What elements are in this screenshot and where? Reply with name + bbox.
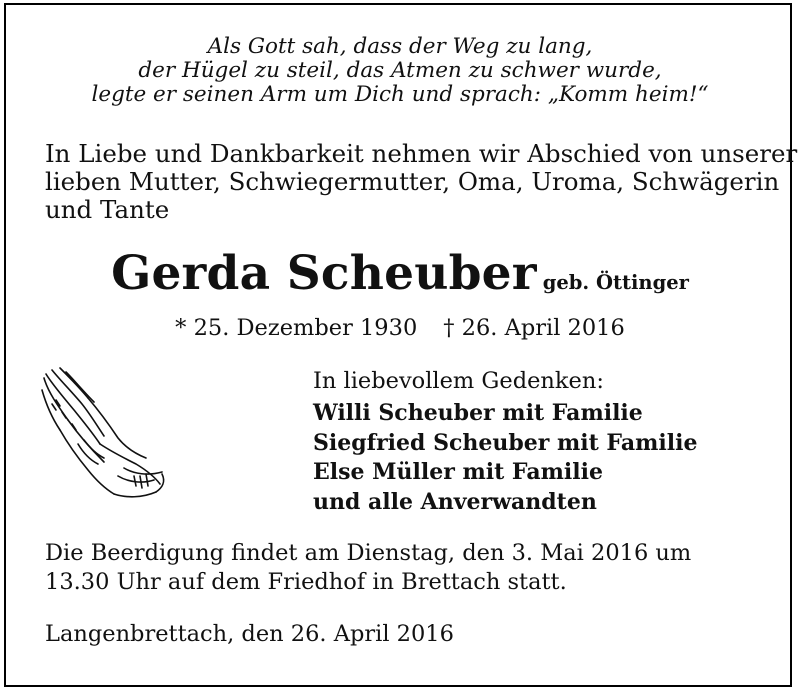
memory-heading: In liebevollem Gedenken: (313, 368, 604, 394)
poem (0, 35, 800, 107)
poem-line: der Hügel zu steil, das Atmen zu schwer wurde, (138, 58, 662, 83)
praying-hands-icon (38, 364, 168, 504)
life-dates (0, 314, 800, 342)
poem-line: Als Gott sah, dass der Weg zu lang, (207, 34, 593, 59)
funeral-info (45, 539, 775, 597)
intro-line: In Liebe und Dankbarkeit nehmen wir Abschied von unserer (45, 139, 798, 168)
death-date: † 26. April 2016 (443, 315, 625, 341)
place-and-date: Langenbrettach, den 26. April 2016 (45, 621, 454, 647)
maiden-name: geb. Öttinger (542, 271, 689, 294)
intro-text (45, 139, 798, 224)
intro-line: lieben Mutter, Schwiegermutter, Oma, Uroma, Schwägerin (45, 167, 780, 196)
funeral-line: Die Beerdigung findet am Dienstag, den 3. Mai 2016 um (45, 540, 692, 566)
poem-line: legte er seinen Arm um Dich und sprach: „Komm heim!“ (91, 82, 709, 107)
deceased-name-row (0, 246, 800, 302)
intro-line: und Tante (45, 195, 170, 224)
deceased-name: Gerda Scheuber (111, 246, 537, 301)
mourner-item: Siegfried Scheuber mit Familie (313, 429, 698, 456)
mourner-item: Willi Scheuber mit Familie (313, 400, 643, 426)
birth-date: * 25. Dezember 1930 (175, 315, 418, 341)
mourners-list (313, 399, 783, 517)
mourner-item: und alle Anverwandten (313, 488, 597, 515)
funeral-line: 13.30 Uhr auf dem Friedhof in Brettach statt. (45, 569, 567, 595)
mourner-item: Else Müller mit Familie (313, 459, 603, 485)
